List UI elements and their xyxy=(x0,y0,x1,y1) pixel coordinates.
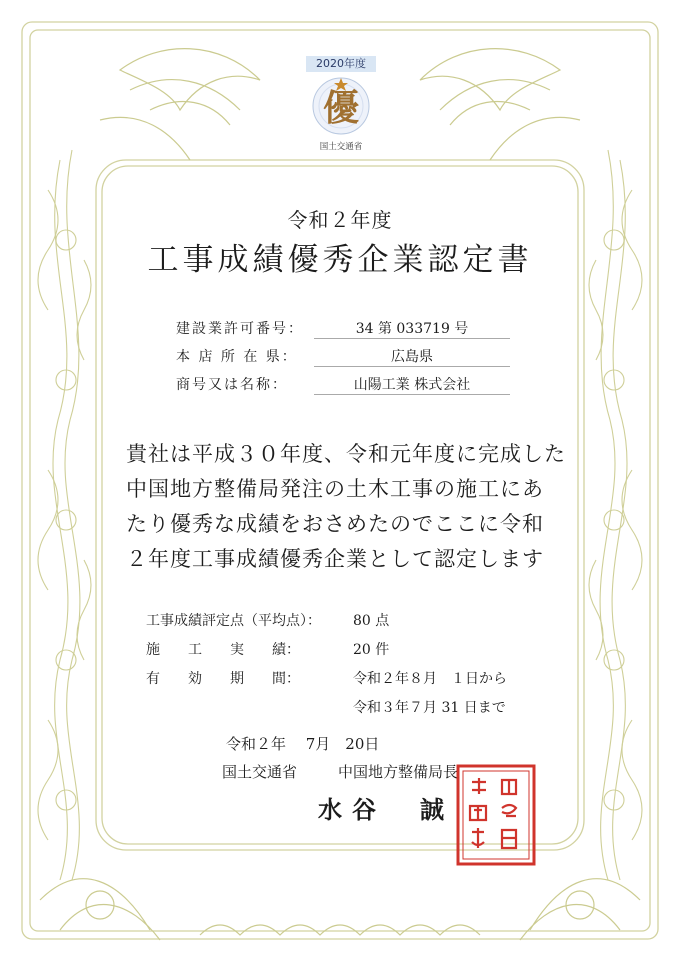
award-emblem xyxy=(302,56,380,160)
company-name-row xyxy=(176,374,510,396)
issue-date: 令和２年 7月 20日 xyxy=(226,735,380,753)
license-number-label: 建設業許可番号： xyxy=(176,321,304,337)
prefecture-label: 本 店 所 在 県： xyxy=(176,349,298,365)
period-label: 有 効 期 間： xyxy=(146,671,300,687)
license-number-value: 34 第 033719 号 xyxy=(314,318,510,339)
emblem-year: 2020年度 xyxy=(306,56,376,72)
official-seal-icon xyxy=(456,764,536,866)
works-value: 20 件 xyxy=(353,642,390,658)
era-title: 令和２年度 xyxy=(287,208,393,232)
certificate-body xyxy=(126,437,586,577)
period-from: 令和２年８月 １日から xyxy=(353,671,507,687)
license-number-row xyxy=(176,318,510,340)
signature-name: 水谷 誠 xyxy=(318,795,454,824)
works-label: 施 工 実 績： xyxy=(146,642,300,658)
score-value: 80 点 xyxy=(353,613,390,629)
emblem-character: 優 xyxy=(322,87,359,129)
score-label: 工事成績評定点（平均点）： xyxy=(146,613,321,629)
period-to: 令和３年７月 31 日まで xyxy=(353,700,506,716)
body-line: ２年度工事成績優秀企業として認定します xyxy=(126,547,544,571)
body-line: 中国地方整備局発注の土木工事の施工にあ xyxy=(126,477,544,501)
body-line: たり優秀な成績をおさめたのでここに令和 xyxy=(126,512,544,536)
company-name-value: 山陽工業 株式会社 xyxy=(314,374,510,395)
issuer-ministry: 国土交通省 xyxy=(222,763,298,781)
issuer-title: 中国地方整備局長 xyxy=(338,763,459,781)
prefecture-value: 広島県 xyxy=(314,346,510,367)
prefecture-row xyxy=(176,346,510,368)
body-line: 貴社は平成３０年度、令和元年度に完成した xyxy=(126,442,566,466)
certificate-title: 工事成績優秀企業認定書 xyxy=(147,242,533,278)
emblem-ministry: 国土交通省 xyxy=(319,142,363,152)
company-name-label: 商号又は名称： xyxy=(176,377,288,393)
